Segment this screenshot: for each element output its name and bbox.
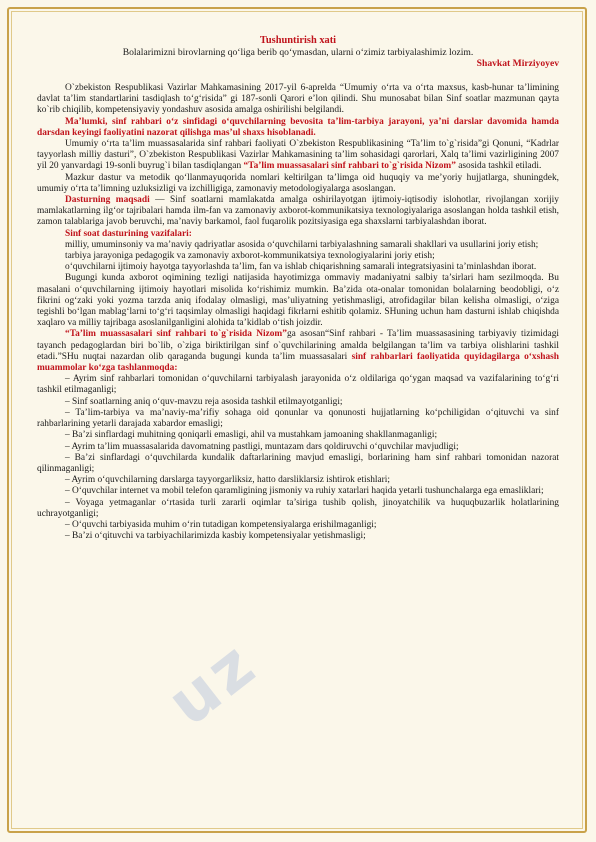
nizom-title: “Ta’lim muassasalari sinf rahbari to`g`risida Nizom”	[243, 161, 456, 172]
epigraph: Bolalarimizni birovlarning qo‘liga berib qo‘ymasdan, ularni o‘zimiz tarbiyalashimiz lozim.	[122, 47, 474, 58]
problem-item: – O‘quvchi tarbiyasida muhim o‘rin tutadigan kompetensiyalarga erishilmaganligi;	[65, 519, 377, 530]
paragraph-methodology: Mazkur dastur va metodik qo‘llanmayuqorida nomlari keltirilgan ta’limga oid huquqiy va me’yoriy hujjatlarga, shuningdek, umumiy o‘rta ta’limning uzluksizligi va izchilligiga, zamonaviy metodologiyalarga asoslangan.	[37, 172, 559, 194]
problem-item: – Ba’zi sinflardagi muhitning qoniqarli emasligi, ahil va mustahkam jamoaning shakllanmaganligi;	[65, 430, 438, 441]
goal-heading: Dasturning maqsadi	[65, 195, 150, 206]
task-item: tarbiya jarayoniga pedagogik va zamonaviy axborot-kommunikatsiya texnologiyalarini joriy etish;	[65, 251, 435, 262]
document-title: Tushuntirish xati	[259, 35, 337, 46]
problem-item: – Ba’zi sinflardagi o‘quvchilarda kundalik daftarlarining mavjud emasligi, borlarining ham sinf rahbari tomonidan nazorat qilinmaganligi;	[37, 452, 559, 474]
problem-item: – Ta’lim-tarbiya va ma’naviy-ma’rifiy sohaga oid qonunlar va qonunosti hujjatlarning ko‘pchiligidan o‘qituvchi va sinf rahbarlarining yetarli darajada xabardor emasligi;	[37, 407, 559, 430]
problems-list	[37, 374, 559, 542]
epigraph-author: Shavkat Mirziyoyev	[476, 58, 559, 69]
paragraph-intro: O`zbekiston Respublikasi Vazirlar Mahkamasining 2017-yil 6-aprelda “Umumiy o‘rta va o‘rta maxsus, kasb-hunar ta’limining davlat ta’lim standartlarini tasdiqlash to‘g‘risida” gi 187-sonli Qarori e’lon qilindi. Shu munosabat bilan Sinf soatlar mazmunan qayta ko`rib chiqilib, kompetensiyaviy yondashuv asosida amalga oshirilishi belgilandi.	[37, 83, 559, 116]
paragraph-legal-basis	[37, 139, 559, 173]
paragraph-nizom	[37, 329, 559, 374]
watermark: uz	[154, 626, 272, 741]
paragraph-goal	[37, 195, 559, 229]
problem-item: – Ba’zi o‘qituvchi va tarbiyachilarimizda kasbiy kompetensiyalar yetishmasligi;	[65, 531, 366, 542]
paragraph-emphasis: Ma’lumki, sinf rahbari o‘z sinfidagi o‘quvchilarning bevosita ta’lim-tarbiya jarayoni, ya’ni darslar davomida hamda darsdan keyingi faoliyatini nazorat qilishga mas’ul shaxs hisoblanadi.	[37, 116, 559, 138]
problem-item: – Ayrim o‘quvchilarning darslarga tayyorgarliksiz, hatto darsliklarsiz ishtirok etishlari;	[65, 475, 391, 486]
problem-item: – O‘quvchilar internet va mobil telefon qaramligining jismoniy va ruhiy xatarlari haqida yetarli tushunchalarga ega emasliklari;	[65, 486, 544, 497]
document-body	[37, 34, 559, 542]
problems-heading: sinf rahbarlari faoliyatida quyidagilarga o‘xshash muammolar ko‘zga tashlanmoqda:	[37, 351, 559, 374]
task-item: o‘quvchilarni ijtimoiy hayotga tayyorlashda ta’lim, fan va ishlab chiqarishning samarali integratsiyasini ta’minlashdan iborat.	[65, 262, 537, 273]
legal-basis-text: Umumiy o‘rta ta’lim muassasalarida sinf rahbari faoliyati O`zbekiston Respublikasining “Ta’lim to`g`risida”gi Qonuni, “Kadrlar tayyorlash milliy dasturi”, O`zbekiston Respublikasi Vazirlar Mahkamasining ta’lim sohasidagi qarorlari, Xalq ta’limi vazirligining 2007 yil 20 yanvardagi 19-sonli buyrug`i bilan tasdiqlangan	[37, 139, 559, 172]
problem-item: – Ayrim ta’lim muassasalarida davomatning pastligi, muntazam dars qoldiruvchi o‘quvchilar mavjudligi;	[65, 441, 459, 452]
legal-basis-end: asosida tashkil etiladi.	[455, 161, 542, 172]
task-item: milliy, umuminsoniy va ma’naviy qadriyatlar asosida o‘quvchilarni tarbiyalashning samarali shakllari va usullarini joriy etish;	[65, 239, 539, 250]
paragraph-context: Bugungi kunda axborot oqimining tezligi natijasida hayotimizga ommaviy madaniyatni salbiy ta’sirlari ham sezilmoqda. Bu masalani o‘quvchilarning ijtimoiy hayotlari misolida ko‘rishimiz mumkin. Ba’zida ota-onalar tomonidan bolalarning beodobligi, o‘z fikrini og‘zaki yoki yozma tarzda aniq ifodalay olmasligi, mas’uliyatning yetishmasligi, atrofidagilar bilan kelisha olmasligi, o‘ziga tegishli bo‘lgan mablag‘larni to‘g‘ri taqsimlay olmasligi haqidagi fikrlarni eshitib qolamiz. SHuning uchun ham dasturni ishlab chiqishda xaqlaro va milliy tajribaga asoslanilganligini alohida ta’kidlab o‘tish joizdir.	[37, 273, 559, 329]
problem-item: – Sinf soatlarning aniq o‘quv-mavzu reja asosida tashkil etilmayotganligi;	[65, 396, 343, 407]
problem-item: – Voyaga yetmaganlar o‘rtasida turli zararli oqimlar ta’siriga tushib qolish, jinoyatchilik va huquqbuzarlik holatlarining uchrayotganligi;	[37, 497, 559, 519]
nizom-quote-text: ga asosan“Sinf rahbari - Ta’lim muassasasining tarbiyaviy tizimidagi tayanch pedagoglardan biri bo`lib, o`ziga biriktirilgan sinf o`quvchilarining amalda belgilangan ta’lim va tarbiya olishlarini tashkil etadi.”SHu nuqtai nazardan olib qaraganda bugungi kunda ta’lim muassasalari	[37, 329, 559, 362]
goal-text: — Sinf soatlarni mamlakatda amalga oshirilayotgan ijtimoiy-iqtisodiy islohotlar, rivojlangan xorijiy mamlakatlarning ilg‘or tajribalari hamda ilm-fan va zamonaviy axborot-kommunikatsiya texnologiyalariga asoslangan holda tashkil etish, zamon talablariga javob beruvchi, ma’naviy barkamol, faol fuqarolik pozitsiyasiga ega shaxslarni tarbiyalashdan iborat.	[37, 195, 559, 228]
nizom-quote-title: “Ta’lim muassasalari sinf rahbari to`g`risida Nizom”	[65, 329, 287, 340]
tasks-heading: Sinf soat dasturining vazifalari:	[65, 228, 192, 239]
problem-item: – Ayrim sinf rahbarlari tomonidan o‘quvchilarni tarbiyalash jarayonida o‘z oldilariga qo‘ygan maqsad va vazifalarining to‘g‘ri tashkil etilmaganligi;	[37, 374, 559, 396]
